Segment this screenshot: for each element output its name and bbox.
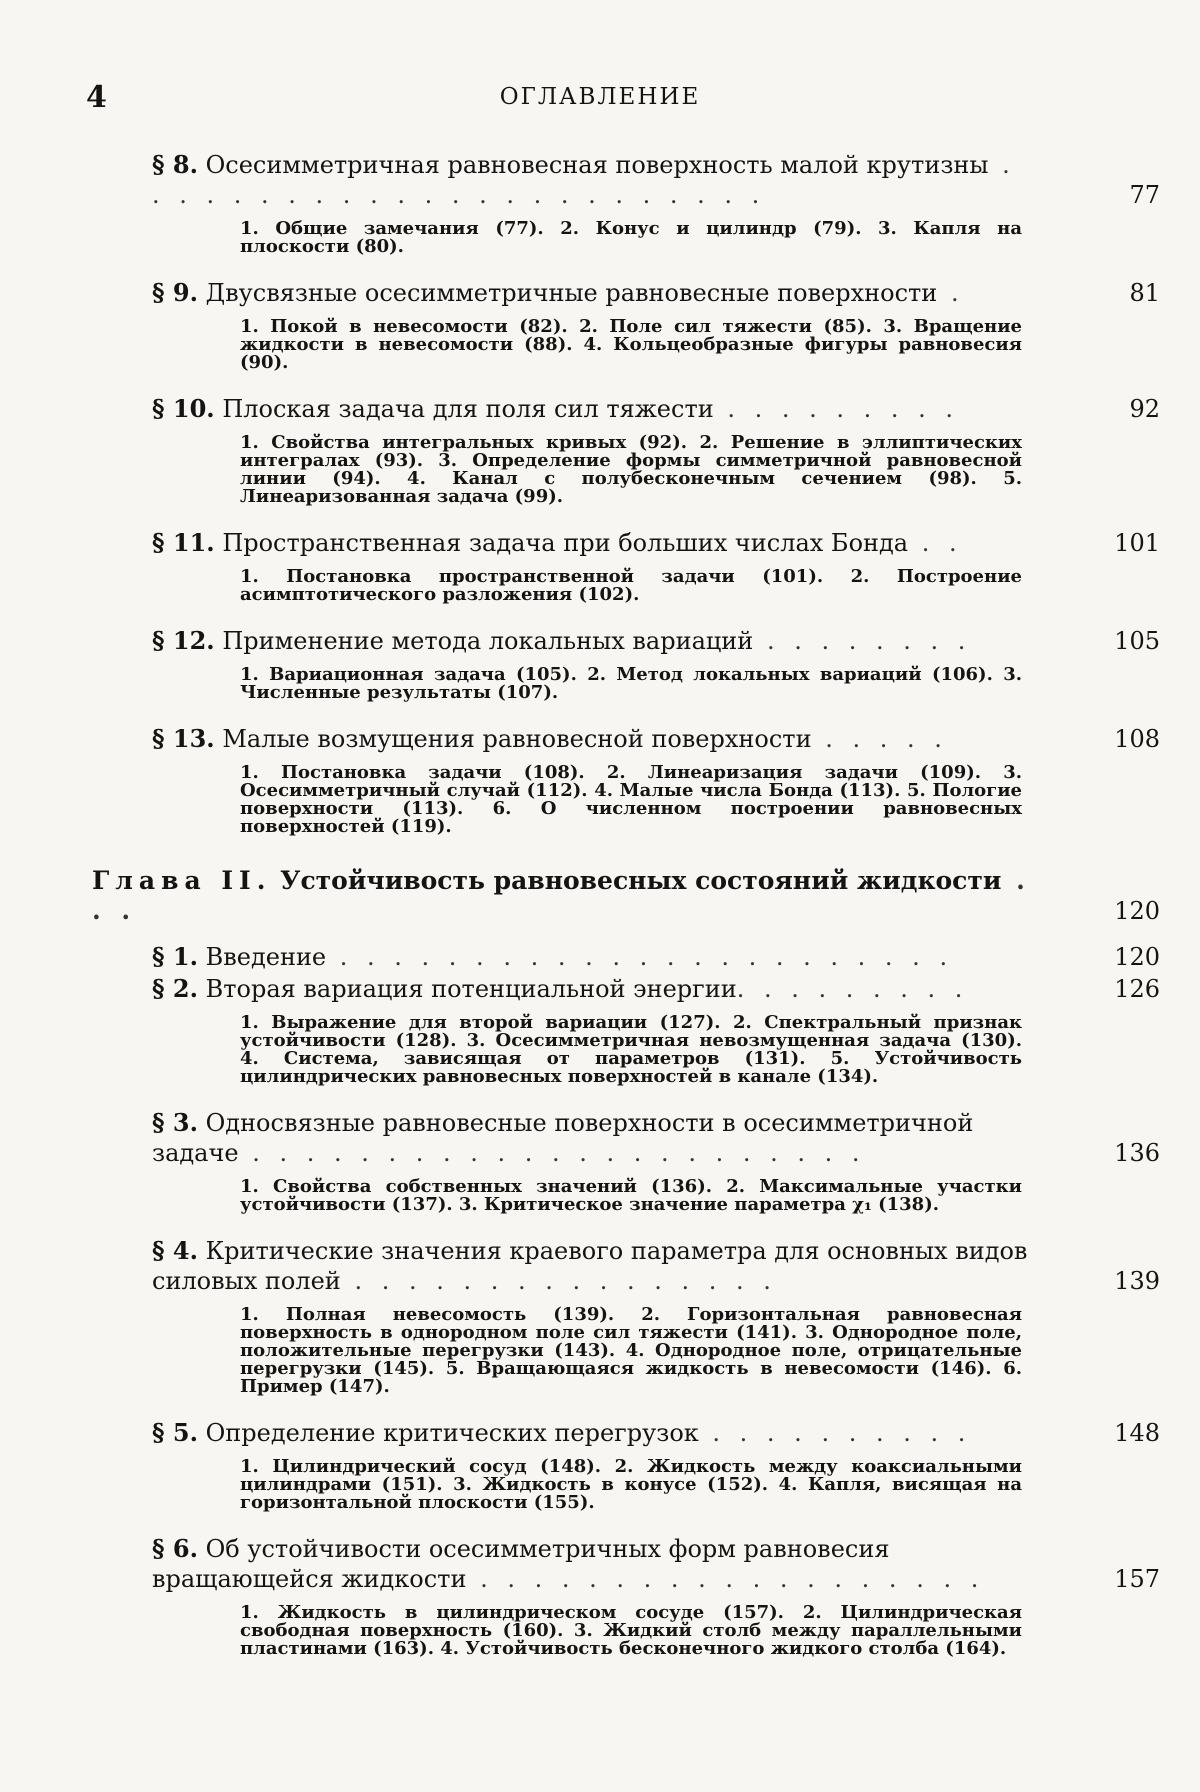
toc-entry-heading [152,150,1160,210]
section-number: § 12. [152,626,215,655]
toc-section-entry[interactable] [0,278,1200,372]
chapter-label: Глава II. [92,866,272,895]
dot-leader: . . . . . . . . . . . . . . . . . . . . . . . . [152,151,1016,209]
toc-section-entry[interactable] [0,724,1200,836]
toc-section-entry[interactable] [0,394,1200,506]
toc-section-entry[interactable] [0,1236,1200,1396]
section-number: § 10. [152,394,215,423]
subsection-list: 1. Общие замечания (77). 2. Конус и цилиндр (79). 3. Капля на плоскости (80). [240,218,1022,257]
dot-leader: . . . . . . . . . [713,395,960,423]
entry-title: Малые возмущения равновесной поверхности [222,725,812,753]
section-number: § 9. [152,278,198,307]
toc-section-entry[interactable] [0,974,1200,1086]
toc-entry-heading [152,1108,1160,1168]
table-of-contents [0,150,1200,1680]
subsection-list: 1. Свойства интегральных кривых (92). 2. Решение в эллиптических интегралах (93). 3. Определение формы симметричной равновесной линии (94). 4. Канал с полубесконечным сечением (98). 5. Линеаризованная задача (99). [240,432,1022,507]
toc-entry-heading [152,1418,1160,1448]
entry-title: Введение [205,943,327,971]
page-reference[interactable]: 157 [1114,1565,1160,1593]
page-reference[interactable]: 120 [1114,943,1160,971]
page-number: 4 [86,80,107,115]
section-number: § 11. [152,528,215,557]
subsection-list: 1. Свойства собственных значений (136). 2. Максимальные участки устойчивости (137). 3. Критическое значение параметра χ₁ (138). [240,1176,1022,1215]
toc-entry-heading [92,866,1160,926]
entry-title: Двусвязные осесимметричные равновесные поверхности [205,279,938,307]
section-number: § 8. [152,150,198,179]
page-reference[interactable]: 120 [1114,897,1160,925]
dot-leader: . . . . . . . . . [736,975,969,1003]
page-reference[interactable]: 148 [1114,1419,1160,1447]
toc-entry-heading [152,394,1160,424]
subsection-list: 1. Цилиндрический сосуд (148). 2. Жидкость между коаксиальными цилиндрами (151). 3. Жидкость в конусе (152). 4. Капля, висящая на горизонтальной плоскости (155). [240,1456,1022,1513]
subsection-list: 1. Полная невесомость (139). 2. Горизонтальная равновесная поверхность в однородном поле сил тяжести (141). 3. Однородное поле, положительные перегрузки (143). 4. Однородное поле, отрицательные перегрузки (145). 5. Вращающаяся жидкость в невесомости (146). 6. Пример (147). [240,1304,1022,1397]
subsection-list: 1. Постановка пространственной задачи (101). 2. Построение асимптотического разложения (102). [240,566,1022,605]
dot-leader: . . . . . . . . . . . . . . . . [340,1267,777,1295]
subsection-list: 1. Выражение для второй вариации (127). 2. Спектральный признак устойчивости (128). 3. Осесимметричная невозмущенная задача (130). 4. Система, зависящая от параметров (131). 5. Устойчивость цилиндрических равновесных поверхностей в канале (134). [240,1012,1022,1087]
section-number: § 6. [152,1534,198,1563]
toc-entry-heading [152,528,1160,558]
toc-entry-heading [152,724,1160,754]
dot-leader: . . . [92,866,1031,925]
section-number: § 4. [152,1236,198,1265]
page-reference[interactable]: 77 [1129,181,1160,209]
entry-title: Вторая вариация потенциальной энергии [205,975,737,1003]
subsection-list: 1. Жидкость в цилиндрическом сосуде (157). 2. Цилиндрическая свободная поверхность (160). 3. Жидкий столб между параллельными пластинами (163). 4. Устойчивость бесконечного жидкого столба (164). [240,1602,1022,1659]
dot-leader: . . . . . . . . . . . . . . . . . . . . . . . [238,1139,866,1167]
page-reference[interactable]: 101 [1114,529,1160,557]
toc-entry-heading [152,1534,1160,1594]
dot-leader: . . [908,529,963,557]
toc-section-entry[interactable] [0,1534,1200,1658]
toc-entry-heading [152,278,1160,308]
page-reference[interactable]: 108 [1114,725,1160,753]
dot-leader: . . . . . . . . . . . . . . . . . . . . . . . [326,943,954,971]
entry-title: Осесимметричная равновесная поверхность малой крутизны [205,151,989,179]
toc-section-entry[interactable] [0,626,1200,702]
page-reference[interactable]: 81 [1129,279,1160,307]
page-reference[interactable]: 136 [1114,1139,1160,1167]
section-number: § 13. [152,724,215,753]
page-reference[interactable]: 126 [1114,975,1160,1003]
dot-leader: . . . . . . . . [753,627,972,655]
toc-section-entry[interactable] [0,528,1200,604]
section-number: § 5. [152,1418,198,1447]
toc-section-entry[interactable] [0,1108,1200,1214]
entry-title: Устойчивость равновесных состояний жидкости [280,866,1002,895]
toc-section-entry[interactable] [0,150,1200,256]
entry-title: Критические значения краевого параметра для основных видов силовых полей [152,1237,1028,1295]
dot-leader: . . . . . . . . . . . . . . . . . . . [466,1565,985,1593]
entry-title: Односвязные равновесные поверхности в осесимметричной задаче [152,1109,974,1167]
entry-title: Определение критических перегрузок [205,1419,699,1447]
subsection-list: 1. Постановка задачи (108). 2. Линеаризация задачи (109). 3. Осесимметричный случай (112). 4. Малые числа Бонда (113). 5. Пологие поверхности (113). 6. О численном построении равновесных поверхностей (119). [240,762,1022,837]
toc-section-entry[interactable] [0,942,1200,972]
section-number: § 3. [152,1108,198,1137]
page-reference[interactable]: 139 [1114,1267,1160,1295]
dot-leader: . . . . . [811,725,948,753]
subsection-list: 1. Вариационная задача (105). 2. Метод локальных вариаций (106). 3. Численные результаты (107). [240,664,1022,703]
page-reference[interactable]: 105 [1114,627,1160,655]
entry-title: Пространственная задача при больших числах Бонда [222,529,909,557]
subsection-list: 1. Покой в невесомости (82). 2. Поле сил тяжести (85). 3. Вращение жидкости в невесомости (88). 4. Кольцеобразные фигуры равновесия (90). [240,316,1022,373]
section-number: § 1. [152,942,198,971]
page-reference[interactable]: 92 [1129,395,1160,423]
toc-section-entry[interactable] [0,1418,1200,1512]
running-head: ОГЛАВЛЕНИЕ [499,84,701,110]
entry-title: Об устойчивости осесимметричных форм равновесия вращающейся жидкости [152,1535,890,1593]
entry-title: Применение метода локальных вариаций [222,627,754,655]
toc-entry-heading [152,626,1160,656]
dot-leader: . . . . . . . . . . [698,1419,972,1447]
toc-chapter-entry[interactable] [0,866,1200,926]
dot-leader: . [937,279,965,307]
toc-entry-heading [152,942,1160,972]
toc-entry-heading [152,1236,1160,1296]
section-number: § 2. [152,974,198,1003]
entry-title: Плоская задача для поля сил тяжести [222,395,714,423]
toc-entry-heading [152,974,1160,1004]
